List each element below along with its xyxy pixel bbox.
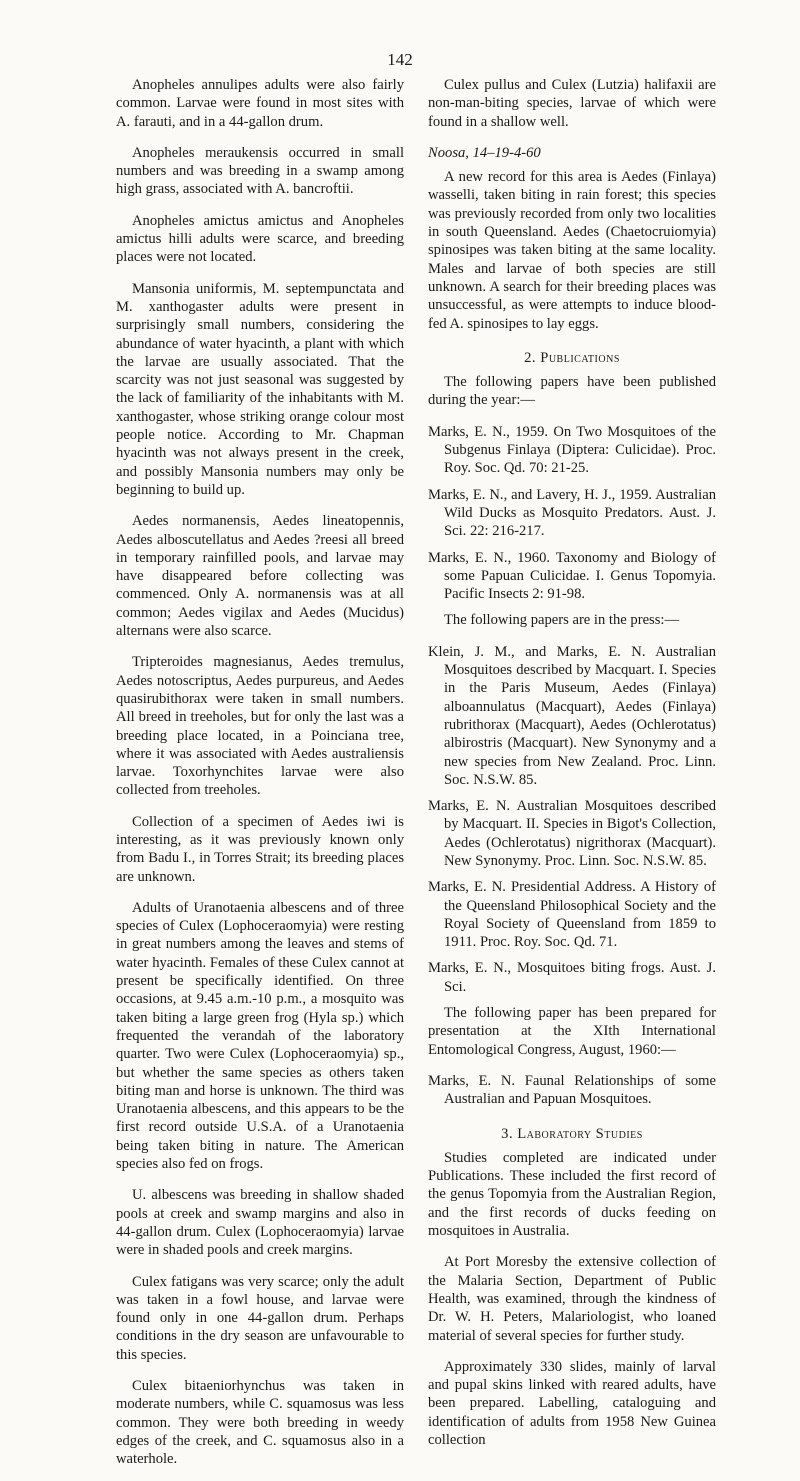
paragraph-annulipes: Anopheles annulipes adults were also fairly common. Larvae were found in most sites with A. farauti, and in a 44-gallon drum.: [116, 77, 404, 130]
reference-item: Marks, E. N. Australian Mosquitoes described by Macquart. II. Species in Bigot's Collection, Aedes (Ochlerotatus) nigrithorax (Macquart). New Synonymy. Proc. Linn. Soc. N.S.W. 85.: [428, 798, 716, 869]
reference-item: Marks, E. N., 1959. On Two Mosquitoes of the Subgenus Finlaya (Diptera: Culicidae). Proc. Roy. Soc. Qd. 70: 21-25.: [428, 423, 716, 477]
page-number: 142: [387, 50, 413, 69]
paragraph-port-moresby: At Port Moresby the extensive collection of the Malaria Section, Department of Public Health, was examined, through the kindness of Dr. W. H. Peters, Malariologist, who loaned material of several species for further study.: [428, 1254, 716, 1344]
paragraph-aedes-iwi: Collection of a specimen of Aedes iwi is interesting, as it was previously known only from Badu I., in Torres Strait; its breeding places are unknown.: [116, 813, 404, 885]
right-column: [428, 76, 716, 1462]
paragraph-meraukensis: Anopheles meraukensis occurred in small numbers and was breeding in a swamp among high grass, associated with A. bancroftii.: [116, 144, 404, 198]
reference-item: Marks, E. N. Presidential Address. A History of the Queensland Philosophical Society and the Royal Society of Queensland from 1859 to 1911. Proc. Roy. Soc. Qd. 71.: [428, 879, 716, 951]
publications-intro: The following papers have been published during the year:—: [428, 374, 716, 409]
paragraph-mansonia: Mansonia uniformis, M. septempunctata and M. xanthogaster adults were present in surprisingly small numbers, considering the abundance of water hyacinth, a plant with which the larvae are usually associated. That the scarcity was not just seasonal was suggested by the lack of familiarity of the inhabitants with M. xanthogaster, whose striking orange colour most people notice. According to Mr. Chapman hyacinth was not always present in the creek, and possibly Mansonia numbers may only be beginning to build up.: [116, 280, 404, 498]
reference-item: Marks, E. N. Faunal Relationships of some Australian and Papuan Mosquitoes.: [428, 1072, 716, 1108]
section-heading-publications: 2. Publications: [524, 349, 620, 366]
paragraph-amictus: Anopheles amictus amictus and Anopheles amictus hilli adults were scarce, and breeding places were not located.: [116, 212, 404, 266]
paragraph-uranotaenia: Adults of Uranotaenia albescens and of three species of Culex (Lophoceraomyia) were resting in great numbers among the leaves and stems of water hyacinth. Females of these Culex cannot at present be specifically identified. On three occasions, at 9.45 a.m.-10 p.m., a mosquito was taken biting a large green frog (Hyla sp.) which frequented the verandah of the laboratory quarter. Two were Culex (Lophoceraomyia) sp., but whether the same species as others taken biting man and horse is unknown. The third was Uranotaenia albescens, and this appears to be the first record outside U.S.A. of a Uranotaenia being taken biting in nature. The American species also fed on frogs.: [116, 899, 404, 1173]
section-heading-laboratory: 3. Laboratory Studies: [501, 1125, 643, 1142]
paragraph-noosa: A new record for this area is Aedes (Finlaya) wasselli, taken biting in rain forest; this species was previously recorded from only two localities in south Queensland. Aedes (Chaetocruiomyia) spinosipes was taken biting at the same locality. Males and larvae of both species are still unknown. A search for their breeding places was unsuccessful, as were attempts to induce blood-fed A. spinosipes to lay eggs.: [428, 169, 716, 332]
reference-item: Marks, E. N., 1960. Taxonomy and Biology of some Papuan Culicidae. I. Genus Topomyia. Pacific Insects 2: 91-98.: [428, 549, 716, 603]
reference-item: Klein, J. M., and Marks, E. N. Australian Mosquitoes described by Macquart. I. Species in the Paris Museum, Aedes (Finlaya) alboannulatus (Macquart), Aedes (Finlaya) rubrithorax (Macquart), Aedes (Ochlerotatus) albirostris (Macquart). New Synonymy and a new species from New Zealand. Proc. Linn. Soc. N.S.W. 85.: [428, 643, 716, 788]
paragraph-slides: Approximately 330 slides, mainly of larval and pupal skins linked with reared adults, have been prepared. Labelling, cataloguing and identification of adults from 1958 New Guinea collection: [428, 1358, 716, 1448]
reference-item: Marks, E. N., and Lavery, H. J., 1959. Australian Wild Ducks as Mosquito Predators. Aust. J. Sci. 22: 216-217.: [428, 486, 716, 540]
location-heading: Noosa, 14–19-4-60: [428, 144, 541, 161]
paragraph-lab-studies: Studies completed are indicated under Publications. These included the first record of the genus Topomyia from the Australian Region, and the first records of ducks feeding on mosquitoes in Australia.: [428, 1149, 716, 1240]
congress-intro: The following paper has been prepared for presentation at the XIth International Entomological Congress, August, 1960:—: [428, 1005, 716, 1058]
paragraph-albescens-breeding: U. albescens was breeding in shallow shaded pools at creek and swamp margins and also in 44-gallon drum. Culex (Lophoceraomyia) larvae were in shaded pools and creek margins.: [116, 1187, 404, 1259]
paragraph-fatigans: Culex fatigans was very scarce; only the adult was taken in a fowl house, and larvae were found only in one 44-gallon drum. Perhaps conditions in the dry season are unfavourable to this species.: [116, 1273, 404, 1363]
paragraph-aedes-rainpools: Aedes normanensis, Aedes lineatopennis, Aedes alboscutellatus and Aedes ?reesi all breed in temporary rainfilled pools, and larvae may have disappeared before collecting was commenced. Only A. normanensis was at all common; Aedes vigilax and Aedes (Mucidus) alternans were also scarce.: [116, 513, 404, 640]
paragraph-bitaeniorhynchus: Culex bitaeniorhynchus was taken in moderate numbers, while C. squamosus was less common. They were both breeding in weedy edges of the creek, and C. squamosus also in a waterhole.: [116, 1378, 404, 1468]
left-column: [116, 76, 404, 1481]
reference-item: Marks, E. N., Mosquitoes biting frogs. Aust. J. Sci.: [428, 960, 716, 995]
paragraph-culex-pullus: Culex pullus and Culex (Lutzia) halifaxii are non-man-biting species, larvae of which were found in a shallow well.: [428, 77, 716, 130]
in-press-intro: The following papers are in the press:—: [444, 612, 680, 629]
paragraph-treeholes: Tripteroides magnesianus, Aedes tremulus, Aedes notoscriptus, Aedes purpureus, and Aedes quasirubithorax were taken in small numbers. All breed in treeholes, but for only the last was a breeding place located, in a Poinciana tree, where it was associated with Aedes australiensis larvae. Toxorhynchites larvae were also collected from treeholes.: [116, 654, 404, 799]
